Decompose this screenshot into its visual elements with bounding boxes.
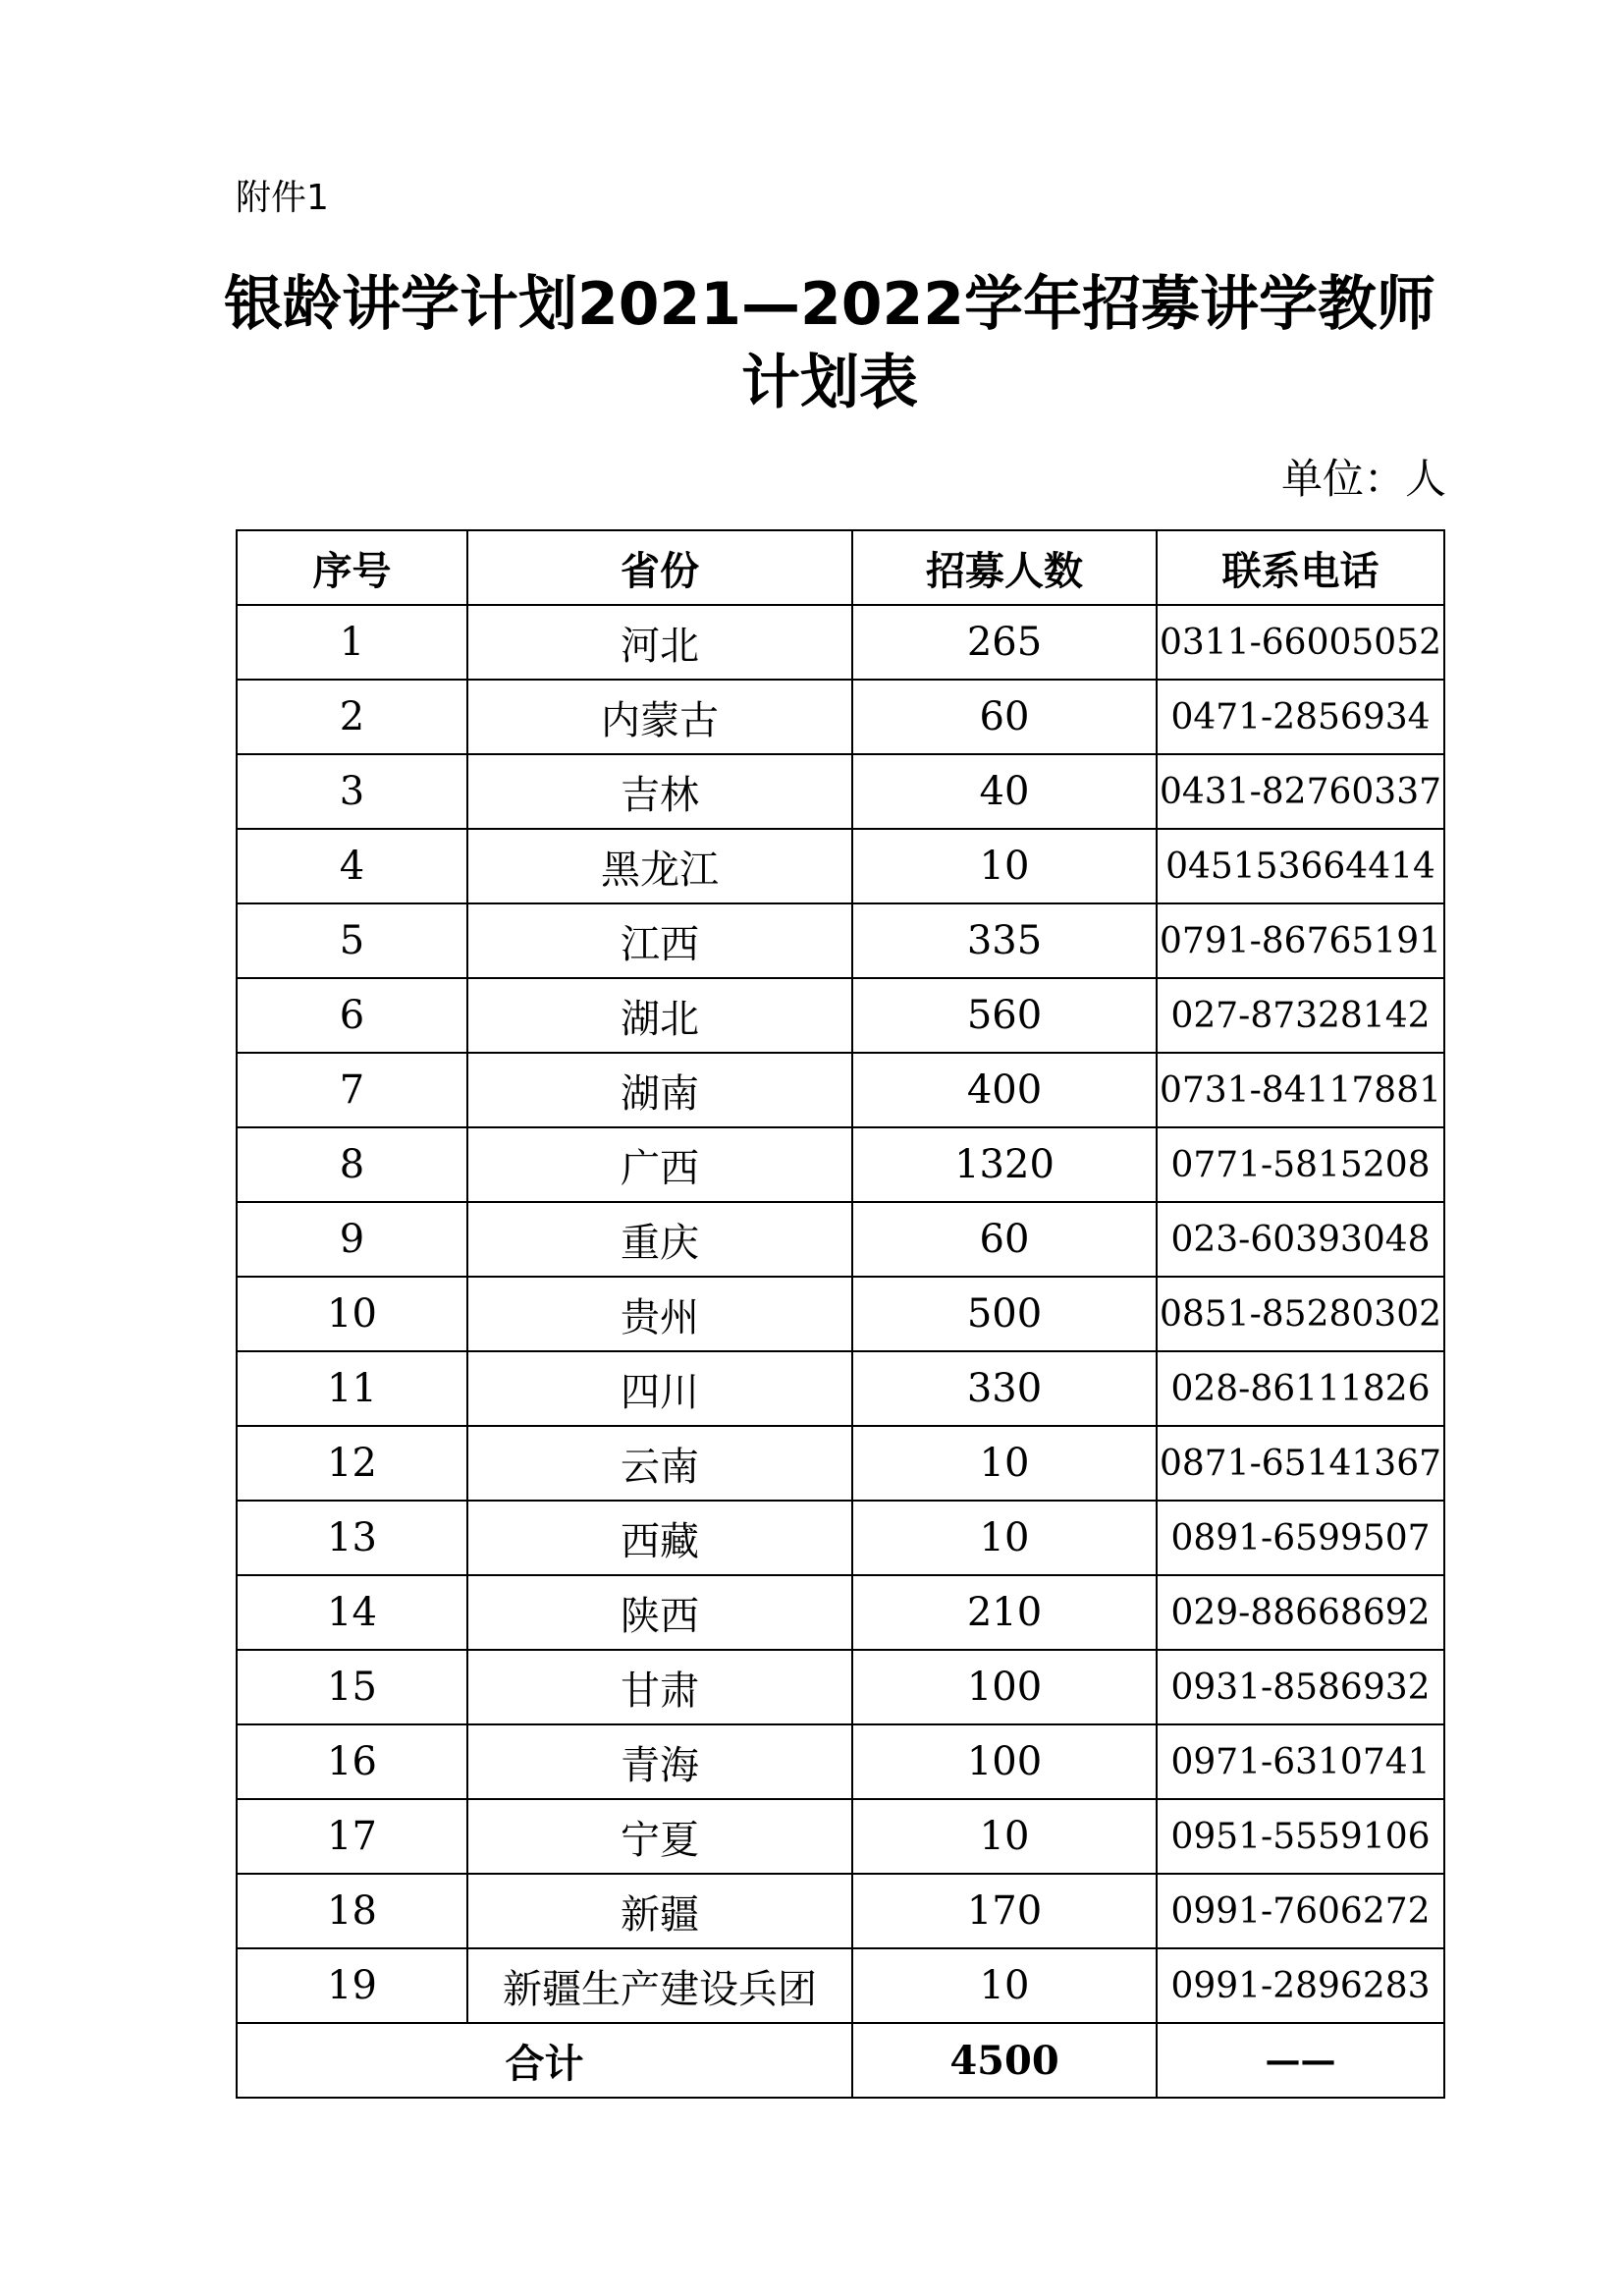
table-row [237,903,1444,978]
row-count: 60 [852,1202,1157,1277]
row-seq: 7 [237,1053,467,1127]
row-seq: 17 [237,1799,467,1874]
row-province: 云南 [467,1426,852,1501]
row-phone: 023-60393048 [1157,1202,1444,1277]
row-seq: 2 [237,680,467,754]
row-seq: 19 [237,1948,467,2023]
row-province: 湖北 [467,978,852,1053]
row-seq: 16 [237,1724,467,1799]
row-count: 100 [852,1650,1157,1724]
table-header-row [237,530,1444,605]
row-seq: 1 [237,605,467,680]
row-province: 宁夏 [467,1799,852,1874]
row-province: 江西 [467,903,852,978]
row-phone: 028-86111826 [1157,1351,1444,1426]
table-row [237,680,1444,754]
table-row [237,1799,1444,1874]
row-seq: 8 [237,1127,467,1202]
row-seq: 18 [237,1874,467,1948]
row-count: 40 [852,754,1157,829]
row-count: 335 [852,903,1157,978]
row-count: 1320 [852,1127,1157,1202]
row-province: 湖南 [467,1053,852,1127]
table-row [237,1650,1444,1724]
table-row [237,978,1444,1053]
row-count: 400 [852,1053,1157,1127]
row-seq: 9 [237,1202,467,1277]
total-row [237,2023,1444,2098]
row-province: 四川 [467,1351,852,1426]
header-province: 省份 [467,530,852,605]
table-row [237,1948,1444,2023]
row-seq: 13 [237,1501,467,1575]
document-title [196,265,1463,422]
total-count: 4500 [852,2023,1157,2098]
row-phone: 0311-66005052 [1157,605,1444,680]
row-count: 210 [852,1575,1157,1650]
row-phone: 0431-82760337 [1157,754,1444,829]
table-row [237,829,1444,903]
row-province: 新疆 [467,1874,852,1948]
row-seq: 3 [237,754,467,829]
header-count: 招募人数 [852,530,1157,605]
row-province: 青海 [467,1724,852,1799]
title-line-2: 计划表 [741,349,918,417]
row-phone: 027-87328142 [1157,978,1444,1053]
table-body [237,605,1444,2023]
row-phone: 0991-7606272 [1157,1874,1444,1948]
row-province: 河北 [467,605,852,680]
row-seq: 12 [237,1426,467,1501]
row-seq: 15 [237,1650,467,1724]
row-province: 内蒙古 [467,680,852,754]
row-province: 吉林 [467,754,852,829]
table-row [237,1277,1444,1351]
row-phone: 045153664414 [1157,829,1444,903]
row-seq: 10 [237,1277,467,1351]
row-count: 170 [852,1874,1157,1948]
row-phone: 0791-86765191 [1157,903,1444,978]
table-row [237,1127,1444,1202]
row-seq: 11 [237,1351,467,1426]
table-row [237,1724,1444,1799]
row-count: 100 [852,1724,1157,1799]
row-phone: 0851-85280302 [1157,1277,1444,1351]
row-phone: 0731-84117881 [1157,1053,1444,1127]
table-row [237,1874,1444,1948]
attachment-label: 附件1 [236,178,329,218]
row-count: 60 [852,680,1157,754]
table-row [237,1501,1444,1575]
row-seq: 4 [237,829,467,903]
row-phone: 029-88668692 [1157,1575,1444,1650]
row-count: 10 [852,1426,1157,1501]
row-count: 10 [852,1948,1157,2023]
row-province: 贵州 [467,1277,852,1351]
row-phone: 0931-8586932 [1157,1650,1444,1724]
recruitment-table [236,529,1445,2099]
row-count: 10 [852,1799,1157,1874]
header-phone: 联系电话 [1157,530,1444,605]
title-line-1: 银龄讲学计划2021—2022学年招募讲学教师 [224,270,1435,339]
row-count: 560 [852,978,1157,1053]
unit-label: 单位：人 [1280,455,1446,503]
row-seq: 5 [237,903,467,978]
table-row [237,1575,1444,1650]
row-phone: 0471-2856934 [1157,680,1444,754]
table-row [237,1202,1444,1277]
table-row [237,605,1444,680]
row-province: 黑龙江 [467,829,852,903]
row-province: 重庆 [467,1202,852,1277]
row-phone: 0951-5559106 [1157,1799,1444,1874]
header-seq: 序号 [237,530,467,605]
row-phone: 0771-5815208 [1157,1127,1444,1202]
row-count: 500 [852,1277,1157,1351]
row-phone: 0971-6310741 [1157,1724,1444,1799]
row-count: 10 [852,829,1157,903]
total-label: 合计 [237,2023,852,2098]
table-row [237,1426,1444,1501]
row-phone: 0991-2896283 [1157,1948,1444,2023]
row-count: 330 [852,1351,1157,1426]
row-province: 新疆生产建设兵团 [467,1948,852,2023]
row-phone: 0891-6599507 [1157,1501,1444,1575]
table-row [237,1351,1444,1426]
row-phone: 0871-65141367 [1157,1426,1444,1501]
total-phone: —— [1157,2023,1444,2098]
row-province: 甘肃 [467,1650,852,1724]
row-province: 广西 [467,1127,852,1202]
row-seq: 14 [237,1575,467,1650]
table-row [237,754,1444,829]
row-province: 陕西 [467,1575,852,1650]
row-count: 10 [852,1501,1157,1575]
row-province: 西藏 [467,1501,852,1575]
row-count: 265 [852,605,1157,680]
row-seq: 6 [237,978,467,1053]
table-row [237,1053,1444,1127]
